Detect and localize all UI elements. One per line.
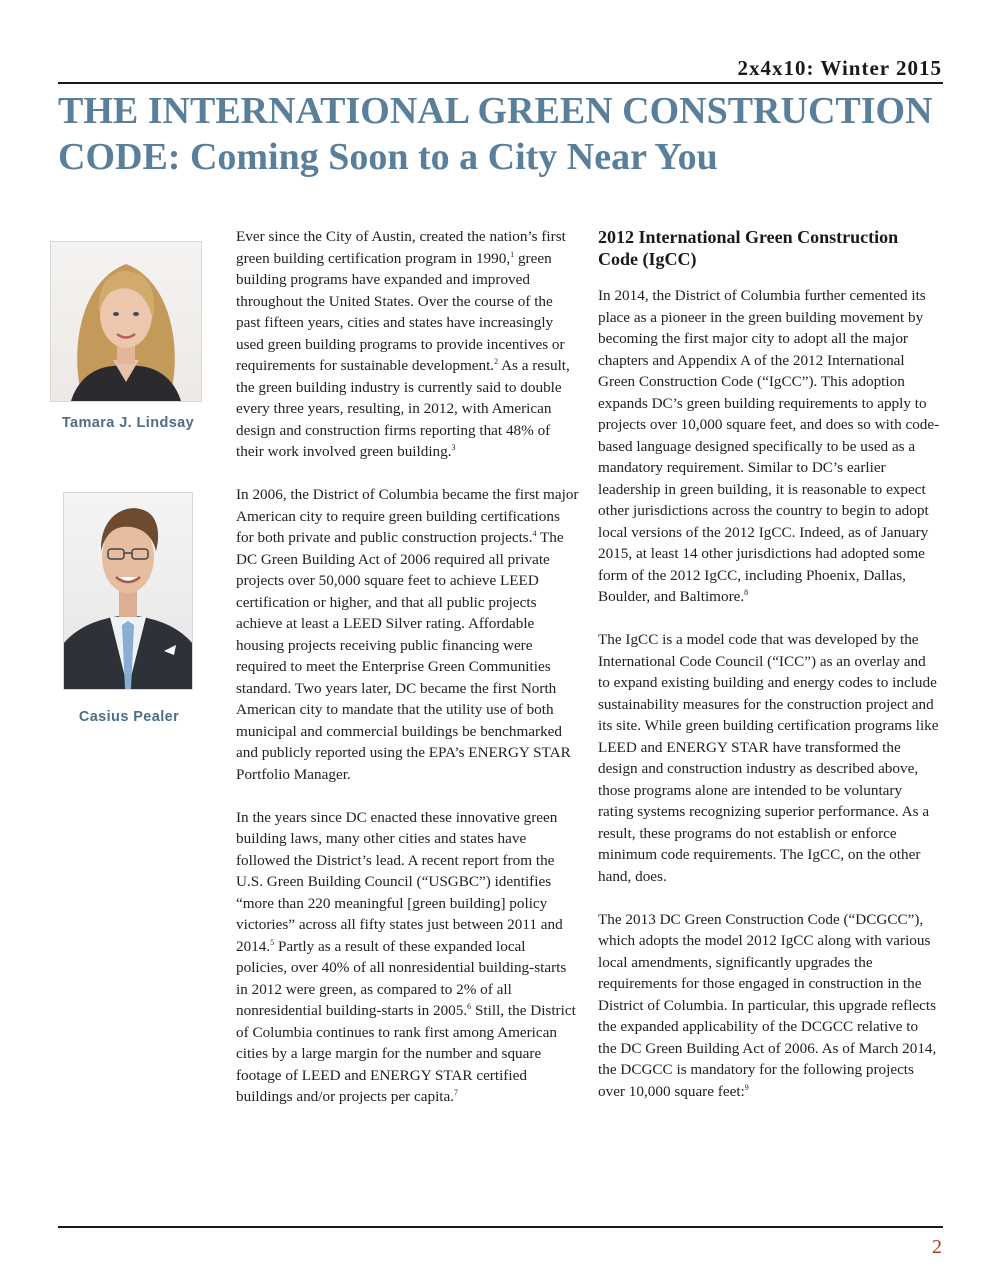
footnote-ref: 1 [510, 249, 515, 259]
footnote-ref: 2 [494, 357, 499, 366]
top-rule [58, 82, 943, 84]
author-photo-tamara [50, 241, 202, 402]
article-title: THE INTERNATIONAL GREEN CONSTRUCTION CODE: Coming Soon to a City Near You [58, 90, 933, 178]
paragraph: Ever since the City of Austin, created the nation’s first green building certification program in 1990,$^1$ green building programs have expanded and improved throughout the United States. Over the course of the past fifteen years, cities and states have increasingly used green building programs to provide incentives or requirements for sustainable development.$^2$ As a result, the green building industry is currently said to double every three years, resulting, in 2012, with American design and construction firms reporting that 48% of their work involved green building.$^3$ [236, 228, 570, 460]
footnote-ref: 5 [270, 937, 275, 947]
paragraph: In 2006, the District of Columbia became the first major American city to require green building certifications for both private and public construction projects.$^4$ The DC Green Building Act of 2006 required all private projects over 50,000 square feet to achieve LEED certification or higher, and that all public projects achieve at least a LEED Silver rating. Affordable housing projects receiving public financing were required to meet the Enterprise Green Communities standard. Two years later, DC became the first North American city to mandate that the utility use of both municipal and commercial buildings be benchmarked and publicly reported using the EPA’s ENERGY STAR Portfolio Manager. [236, 486, 579, 783]
author-photo-casius [63, 492, 193, 690]
paragraph: The 2013 DC Green Construction Code (“DCGCC”), which adopts the model 2012 IgCC along with various local amendments, significantly upgrades the requirements for those engaged in construction in the District of Columbia. In particular, this upgrade reflects the expanded applicability of the DCGCC relative to the DC Green Building Act of 2006. As of March 2014, the DCGCC is mandatory for the following projects over 10,000 square feet:$^9$ [598, 910, 937, 1100]
section-heading: 2012 International Green Construction Code (IgCC) [598, 227, 899, 269]
issue-label: 2x4x10: Winter 2015 [737, 56, 942, 80]
footnote-ref: 7 [454, 1088, 459, 1097]
author-name-caption: Tamara J. Lindsay [61, 415, 195, 431]
footnote-ref: 9 [744, 1082, 749, 1092]
footnote-ref: 6 [467, 1002, 472, 1011]
bottom-rule [58, 1226, 943, 1228]
footnote-ref: 3 [451, 443, 456, 452]
paragraph: In the years since DC enacted these innovative green building laws, many other cities and states have followed the District’s lead. A recent report from the U.S. Green Building Council (“USGBC”) identifies “more than 220 meaningful [green building] policy victories” across all fifty states just between 2011 and 2014.$^5$ Partly as a result of these expanded local policies, over 40% of all nonresidential building-starts in 2012 were green, as compared to 2% of all nonresidential building-starts in 2005.$^6$ Still, the District of Columbia continues to rank first among American cities by a large margin for the number and square footage of LEED and ENERGY STAR certified buildings and/or projects per capita.$^7$ [236, 808, 576, 1105]
paragraph: The IgCC is a model code that was developed by the International Code Council (“ICC”) as an overlay and to expand existing building and energy codes to include sustainability measures for the construction project and its site. While green building certification programs like LEED and ENERGY STAR have transformed the design and construction industry as described above, those programs alone are intended to be voluntary rating systems recognizing superior performance. As a result, these programs do not establish or enforce minimum code requirements. The IgCC, on the other hand, does. [598, 631, 939, 885]
paragraph: In 2014, the District of Columbia further cemented its place as a pioneer in the green building movement by becoming the first major city to adopt all the major chapters and Appendix A of the 2012 International Green Construction Code (“IgCC”). This adoption expands DC’s green building requirements to apply to projects over 10,000 square feet, and does so with code-based language designed specifically to be used as a mandatory requirement. Similar to DC’s earlier leadership in green building, it is reasonable to expect other jurisdictions across the country to begin to adopt local versions of the 2012 IgCC. Indeed, as of January 2015, at least 14 other jurisdictions had adopted some form of the 2012 IgCC, including Phoenix, Dallas, Boulder, and Baltimore.$^8$ [598, 287, 940, 605]
footnote-ref: 4 [532, 529, 537, 538]
page-number: 2 [932, 1236, 942, 1258]
left-column [236, 226, 580, 1129]
author-name-caption: Casius Pealer [78, 709, 180, 725]
footnote-ref: 8 [744, 588, 749, 597]
right-column [598, 226, 940, 1124]
